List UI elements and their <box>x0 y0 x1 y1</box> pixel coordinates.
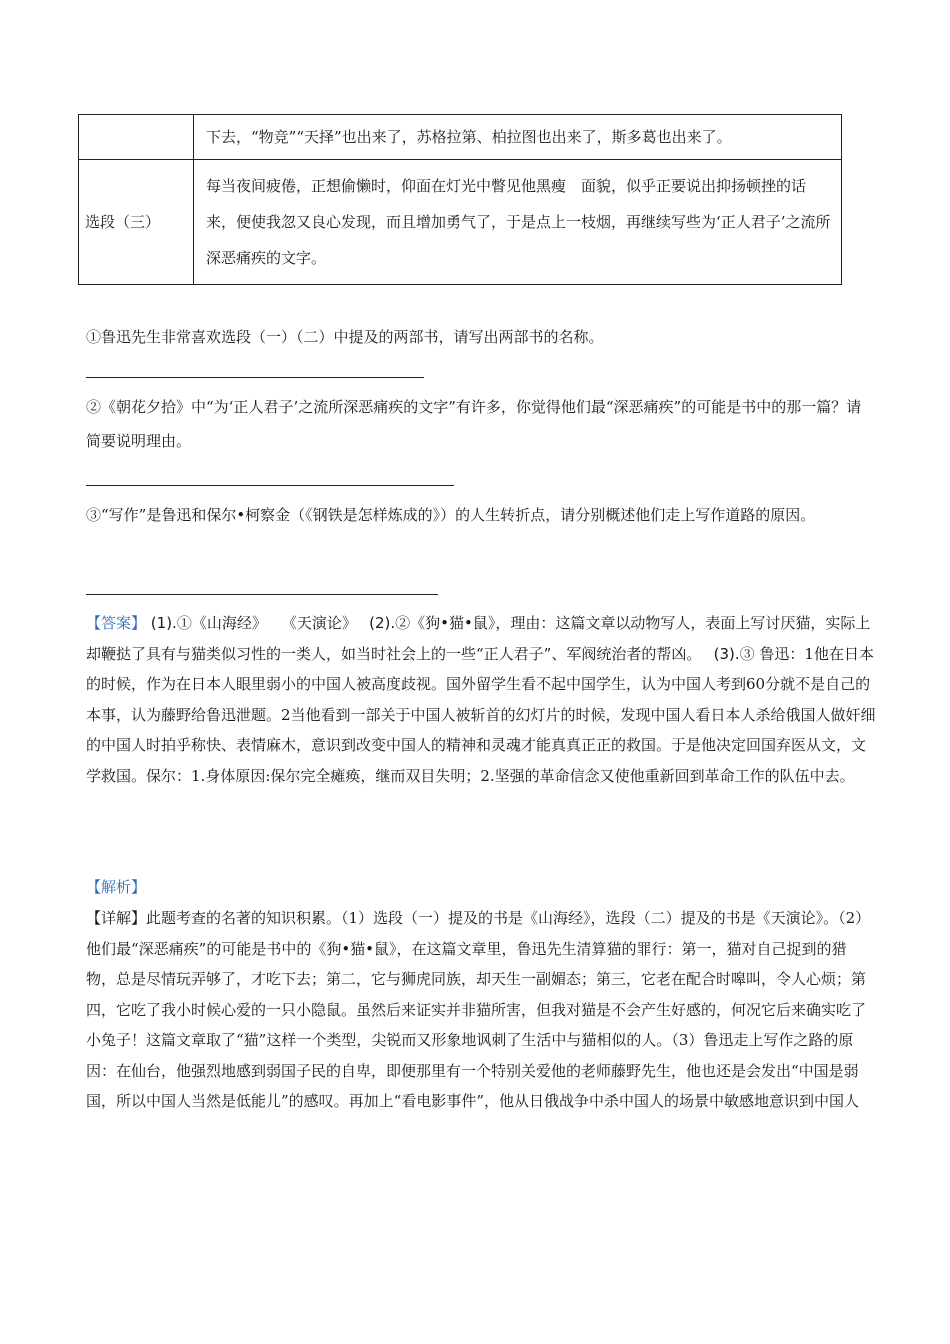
answer-part-number: (1). <box>150 614 177 632</box>
answer-part-number: (2). <box>369 614 396 632</box>
row-label: 选段（三） <box>79 160 194 285</box>
analysis-heading <box>86 872 876 903</box>
answer-tag: 【答案】 <box>86 614 147 632</box>
answer-blank-3 <box>86 594 438 595</box>
table-row <box>79 115 842 160</box>
table-row <box>79 160 842 285</box>
question-3: ③“写作”是鲁迅和保尔•柯察金（《钢铁是怎样炼成的》）的人生转折点，请分别概述他们走上写作道路的原因。 <box>86 506 816 524</box>
answer-blank-1 <box>86 377 424 378</box>
answer-block <box>86 608 876 791</box>
analysis-tag: 【解析】 <box>86 878 147 896</box>
answer-part-2: ②《狗•猫•鼠》，理由：这篇文章以动物写人，表面上写讨厌猫，实际上却鞭挞了具有与猫类似习性的一类人，如当时社会上的一些“正人君子”、军阀统治者的帮凶。 <box>86 614 871 663</box>
question-2: ②《朝花夕拾》中“为‘正人君子’之流所深恶痛疾的文字”有许多，你觉得他们最“深恶痛疾”的可能是书中的那一篇？请简要说明理由。 <box>86 398 862 450</box>
analysis-text: 此题考查的名著的知识积累。（1）选段（一）提及的书是《山海经》，选段（二）提及的书是《天演论》。（2）他们最“深恶痛疾”的可能是书中的《狗•猫•鼠》，在这篇文章里，鲁迅先生清算猫的罪行：第一，猫对自己捉到的猎物，总是尽情玩弄够了，才吃下去；第二，它与狮虎同族，却天生一副媚态；第三，它老在配合时嗥叫，令人心烦；第四，它吃了我小时候心爱的一只小隐鼠。虽然后来证实并非猫所害，但我对猫是不会产生好感的，何况它后来确实吃了小兔子！这篇文章取了“猫”这样一个类型，尖锐而又形象地讽刺了生活中与猫相似的人。（3）鲁迅走上写作之路的原因：在仙台，他强烈地感到弱国子民的自卑，即便那里有一个特别关爱他的老师藤野先生，他也还是会发出“中国是弱国，所以中国人当然是低能儿”的感叹。再加上“看电影事件”，他从日俄战争中杀中国人的场景中敏感地意识到中国人 <box>86 909 871 1110</box>
row-text: 下去，“物竞”“天择”也出来了，苏格拉第、柏拉图也出来了，斯多葛也出来了。 <box>194 115 842 160</box>
answer-part-3: ③ 鲁迅：1他在日本的时候，作为在日本人眼里弱小的中国人被高度歧视。国外留学生看不起中国学生，认为中国人考到60分就不是自己的本事，认为藤野给鲁迅泄题。2当他看到一部关于中国人被斩首的幻灯片的时候，发现中国人看日本人杀给俄国人做奸细的中国人时拍乎称快、表情麻木，意识到改变中国人的精神和灵魂才能真真正正的救国。于是他决定回国弃医从文，文学救国。保尔：1.身体原因:保尔完全瘫痪，继而双目失明；2.坚强的革命信念又使他重新回到革命工作的队伍中去。 <box>86 644 876 785</box>
answer-blank-2 <box>86 485 454 486</box>
detail-tag: 【详解】 <box>86 909 147 927</box>
passage-table <box>78 114 842 285</box>
question-1: ①鲁迅先生非常喜欢选段（一）（二）中提及的两部书，请写出两部书的名称。 <box>86 328 604 346</box>
analysis-block <box>86 903 876 1117</box>
row-label <box>79 115 194 160</box>
row-text: 每当夜间疲倦，正想偷懒时，仰面在灯光中瞥见他黑瘦 面貌，似乎正要说出抑扬顿挫的话来，便使我忽又良心发现，而且增加勇气了，于是点上一枝烟，再继续写些为‘正人君子’之流所深恶痛疾的文字。 <box>194 160 842 285</box>
answer-part-1: ①《山海经》 《天演论》 <box>176 614 365 632</box>
answer-part-number: (3). <box>713 644 740 663</box>
